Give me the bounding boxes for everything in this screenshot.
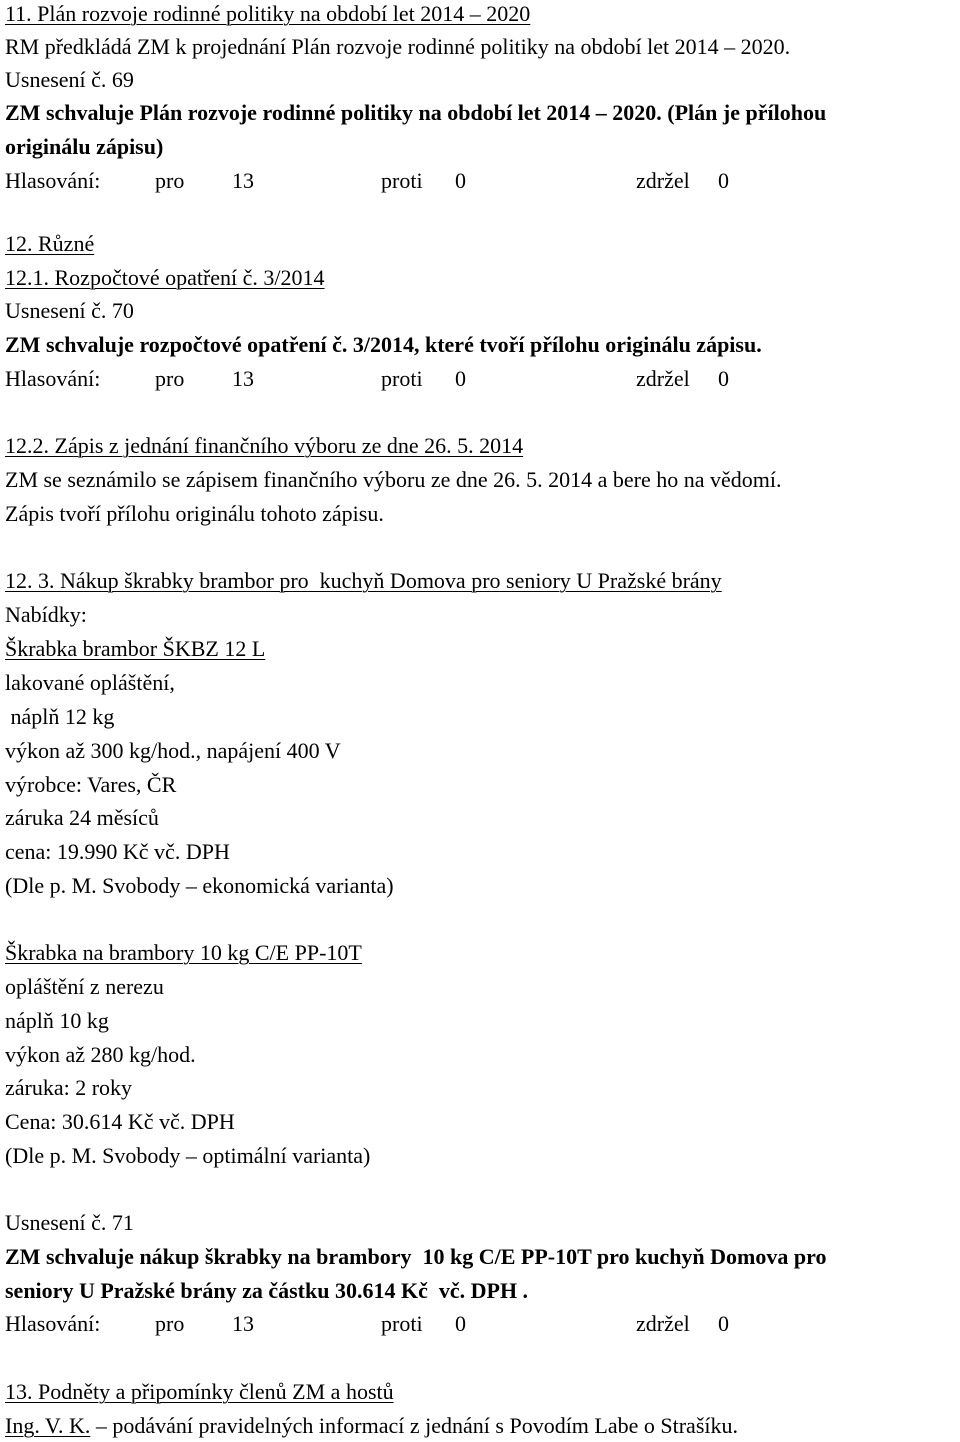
offer-1-line: záruka 24 měsíců xyxy=(5,805,159,830)
offer-1-line: lakované opláštění, xyxy=(5,670,175,695)
section-12-1-heading: 12.1. Rozpočtové opatření č. 3/2014 xyxy=(5,265,325,290)
vote-pro-label: pro xyxy=(155,366,185,391)
vote-pro-label: pro xyxy=(155,1311,185,1336)
vote-pro-count: 13 xyxy=(232,366,254,391)
offer-2-line: Cena: 30.614 Kč vč. DPH xyxy=(5,1109,235,1134)
section-12-heading: 12. Různé xyxy=(5,231,95,256)
vote-pro-count: 13 xyxy=(232,1311,254,1336)
resolution-71-number: Usnesení č. 71 xyxy=(5,1210,134,1235)
section-12-3-heading: 12. 3. Nákup škrabky brambor pro kuchyň Domova pro seniory U Pražské brány xyxy=(5,568,722,593)
resolution-69-text-line2: originálu zápisu) xyxy=(5,134,164,159)
resolution-70-text: ZM schvaluje rozpočtové opatření č. 3/2014, které tvoří přílohu originálu zápisu. xyxy=(5,332,762,357)
vote-row-70 xyxy=(5,365,905,393)
vote-proti-count: 0 xyxy=(455,1311,466,1336)
section-13-person: Ing. V. K. xyxy=(5,1413,91,1438)
section-12-2-text-line2: Zápis tvoří přílohu originálu tohoto zápisu. xyxy=(5,501,384,526)
vote-pro-count: 13 xyxy=(232,168,254,193)
section-11-heading: 11. Plán rozvoje rodinné politiky na období let 2014 – 2020 xyxy=(5,1,531,26)
offer-1-line: náplň 12 kg xyxy=(5,704,115,729)
vote-proti-label: proti xyxy=(381,1311,423,1336)
section-11-intro: RM předkládá ZM k projednání Plán rozvoje rodinné politiky na období let 2014 – 2020. xyxy=(5,34,791,59)
vote-proti-label: proti xyxy=(381,168,423,193)
vote-row-69 xyxy=(5,167,905,195)
vote-zdrzel-count: 0 xyxy=(718,1311,729,1336)
resolution-71-text-line1: ZM schvaluje nákup škrabky na brambory 10 kg C/E PP-10T pro kuchyň Domova pro xyxy=(5,1244,827,1269)
vote-proti-count: 0 xyxy=(455,366,466,391)
offer-2-line: náplň 10 kg xyxy=(5,1008,109,1033)
vote-label: Hlasování: xyxy=(5,168,101,193)
vote-zdrzel-label: zdržel xyxy=(636,366,690,391)
offer-1-line: výrobce: Vares, ČR xyxy=(5,772,177,797)
vote-proti-count: 0 xyxy=(455,168,466,193)
offer-2-line: opláštění z nerezu xyxy=(5,974,164,999)
resolution-71-text-line2: seniory U Pražské brány za částku 30.614 Kč vč. DPH . xyxy=(5,1278,529,1303)
offer-1-name: Škrabka brambor ŠKBZ 12 L xyxy=(5,636,266,661)
resolution-70-number: Usnesení č. 70 xyxy=(5,298,134,323)
vote-proti-label: proti xyxy=(381,366,423,391)
vote-row-71 xyxy=(5,1310,905,1338)
offer-2-line: výkon až 280 kg/hod. xyxy=(5,1042,196,1067)
vote-zdrzel-label: zdržel xyxy=(636,168,690,193)
offer-1-line: výkon až 300 kg/hod., napájení 400 V xyxy=(5,738,341,763)
section-13-item-text: – podávání pravidelných informací z jednání s Povodím Labe o Strašíku. xyxy=(90,1413,738,1438)
offer-1-line: (Dle p. M. Svobody – ekonomická varianta) xyxy=(5,873,394,898)
offer-2-name: Škrabka na brambory 10 kg C/E PP-10T xyxy=(5,940,362,965)
vote-label: Hlasování: xyxy=(5,1311,101,1336)
resolution-69-text-line1: ZM schvaluje Plán rozvoje rodinné politiky na období let 2014 – 2020. (Plán je přílohou xyxy=(5,100,827,125)
vote-pro-label: pro xyxy=(155,168,185,193)
section-12-2-text-line1: ZM se seznámilo se zápisem finančního výboru ze dne 26. 5. 2014 a bere ho na vědomí. xyxy=(5,467,782,492)
section-13-heading: 13. Podněty a připomínky členů ZM a hostů xyxy=(5,1379,394,1404)
section-13-item xyxy=(5,1412,738,1440)
offer-2-line: (Dle p. M. Svobody – optimální varianta) xyxy=(5,1143,371,1168)
offer-2-line: záruka: 2 roky xyxy=(5,1075,133,1100)
vote-zdrzel-count: 0 xyxy=(718,168,729,193)
vote-zdrzel-count: 0 xyxy=(718,366,729,391)
vote-zdrzel-label: zdržel xyxy=(636,1311,690,1336)
offer-1-line: cena: 19.990 Kč vč. DPH xyxy=(5,839,230,864)
offers-label: Nabídky: xyxy=(5,602,87,627)
resolution-69-number: Usnesení č. 69 xyxy=(5,67,134,92)
vote-label: Hlasování: xyxy=(5,366,101,391)
section-12-2-heading: 12.2. Zápis z jednání finančního výboru ze dne 26. 5. 2014 xyxy=(5,433,524,458)
